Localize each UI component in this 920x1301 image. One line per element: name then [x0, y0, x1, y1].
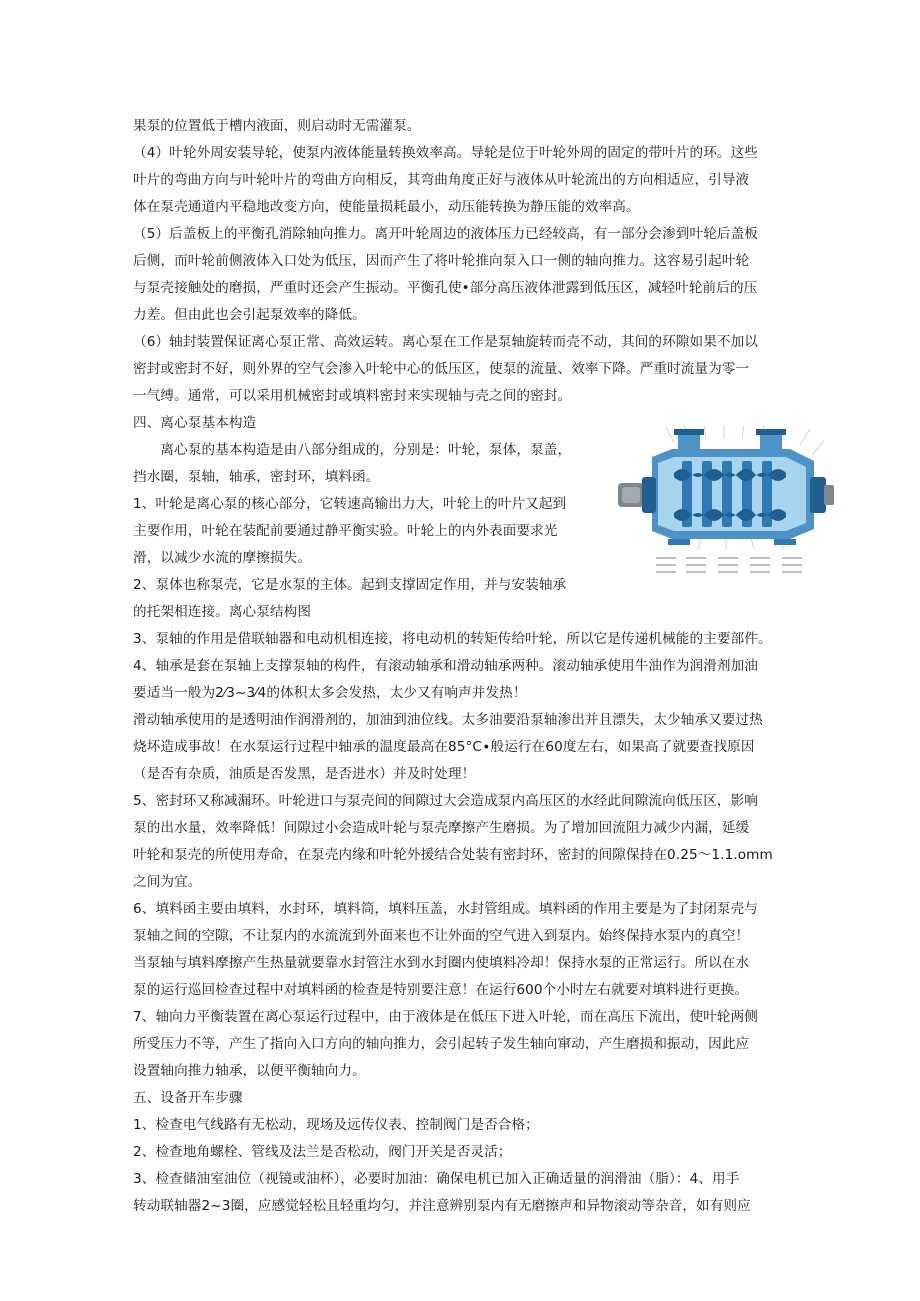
text-line: 主要作用，叶轮在装配前要通过静平衡实验。叶轮上的内外表面要求光	[133, 523, 558, 539]
text-line: （4）叶轮外周安装导轮，使泵内液体能量转换效率高。导轮是位于叶轮外周的固定的带叶片的环。这些	[133, 145, 758, 161]
text-line: 2、检查地角螺栓、管线及法兰是否松动，阀门开关是否灵活；	[133, 1144, 512, 1160]
text-line: 后侧，而叶轮前侧液体入口处为低压，因而产生了将叶轮推向泵入口一侧的轴向推力。这容易引起叶轮	[133, 253, 750, 269]
text-line: 四、离心泵基本构造	[133, 415, 257, 431]
text-line: 5、密封环又称减漏环。叶轮进口与泵壳间的间隙过大会造成泵内高压区的水经此间隙流向低压区，影响	[133, 793, 758, 809]
text-line: （5）后盖板上的平衡孔消除轴向推力。离开叶轮周边的液体压力已经较高，有一部分会渗到叶轮后盖板	[133, 226, 758, 242]
text-line: 挡水圈，泵轴，轴承，密封环，填料函。	[133, 469, 380, 485]
text-line: 6、填料函主要由填料，水封环，填料筒，填料压盖，水封管组成。填料函的作用主要是为了封闭泵壳与	[133, 901, 758, 917]
text-line: 4、轴承是套在泵轴上支撑泵轴的构件，有滚动轴承和滑动轴承两种。滚动轴承使用牛油作为润滑剂加油	[133, 658, 758, 674]
text-line: 所受压力不等，产生了指向入口方向的轴向推力，会引起转子发生轴向窜动，产生磨损和振动，因此应	[133, 1036, 750, 1052]
text-line: 3、检查储油室油位（视镜或油杯），必要时加油：确保电机已加入正确适量的润滑油（脂）：4、用手	[133, 1171, 740, 1187]
text-line: （6）轴封装置保证离心泵正常、高效运转。离心泵在工作是泵轴旋转而壳不动，其间的环隙如果不加以	[133, 334, 758, 350]
text-line: 密封或密封不好，则外界的空气会渗入叶轮中心的低压区，使泵的流量、效率下降。严重时流量为零一	[133, 361, 750, 377]
text-line: 要适当一般为2⁄3~3⁄4的体积太多会发热，太少又有响声并发热！	[133, 685, 527, 701]
text-line: 7、轴向力平衡装置在离心泵运行过程中，由于液体是在低压下进入叶轮，而在高压下流出，使叶轮两侧	[133, 1009, 758, 1025]
text-line: 泵轴之间的空隙，不让泵内的水流流到外面来也不让外面的空气进入到泵内。始终保持水泵内的真空！	[133, 928, 750, 944]
text-line: 滑，以减少水流的摩擦损失。	[133, 550, 312, 566]
text-line: 果泵的位置低于槽内液面，则启动时无需灌泵。	[133, 118, 421, 134]
text-line: 叶轮和泵壳的所使用寿命，在泵壳内缘和叶轮外援结合处装有密封环，密封的间隙保持在0.25～1.1.omm	[133, 847, 773, 863]
text-line: 离心泵的基本构造是由八部分组成的，分别是：叶轮，泵体，泵盖，	[133, 442, 572, 458]
text-line: 五、设备开车步骤	[133, 1090, 243, 1106]
text-line: 体在泵壳通道内平稳地改变方向，使能量损耗最小，动压能转换为静压能的效率高。	[133, 199, 640, 215]
text-line: 泵的运行巡回检查过程中对填料函的检查是特别要注意！在运行600个小时左右就要对填料进行更换。	[133, 982, 749, 998]
text-line: 滑动轴承使用的是透明油作润滑剂的，加油到油位线。太多油要沿泵轴渗出并且漂失，太少轴承又要过热	[133, 712, 763, 728]
text-line: 之间为宜。	[133, 874, 202, 890]
text-line: 叶片的弯曲方向与叶轮叶片的弯曲方向相反，其弯曲角度正好与液体从叶轮流出的方向相适应，引导液	[133, 172, 750, 188]
text-line: 的托架相连接。离心泵结构图	[133, 604, 312, 620]
text-line: 1、检查电气线路有无松动，现场及远传仪表、控制阀门是否合格；	[133, 1117, 539, 1133]
text-line: 2、泵体也称泵壳，它是水泵的主体。起到支撑固定作用，并与安装轴承	[133, 577, 567, 593]
text-line: 力差。但由此也会引起泵效率的降低。	[133, 307, 366, 323]
text-line: 转动联轴器2~3圈，应感觉轻松且轻重均匀，并注意辨别泵内有无磨擦声和异物滚动等杂音，如有则应	[133, 1198, 751, 1214]
text-line: 一气缚。通常，可以采用机械密封或填料密封来实现轴与壳之间的密封。	[133, 388, 572, 404]
text-line: 烧坏造成事故！在水泵运行过程中轴承的温度最高在85°C∙般运行在60度左右，如果高了就要查找原因	[133, 739, 755, 755]
text-line: 设置轴向推力轴承，以便平衡轴向力。	[133, 1063, 366, 1079]
text-line: 1、叶轮是离心泵的核心部分，它转速高输出力大，叶轮上的叶片又起到	[133, 496, 567, 512]
text-line: 与泵壳接触处的磨损，严重时还会产生振动。平衡孔使•部分高压液体泄露到低压区，减轻叶轮前后的压	[133, 280, 758, 296]
text-line: 3、泵轴的作用是借联轴器和电动机相连接，将电动机的转矩传给叶轮，所以它是传递机械能的主要部件。	[133, 631, 772, 647]
text-line: 当泵轴与填料摩擦产生热量就要靠水封管注水到水封圈内使填料冷却！保持水泵的正常运行。所以在水	[133, 955, 750, 971]
pump-structure-figure	[614, 421, 838, 587]
text-line: 泵的出水量，效率降低！间隙过小会造成叶轮与泵壳摩擦产生磨损。为了增加回流阻力减少内漏，延缓	[133, 820, 750, 836]
text-line: （是否有杂质，油质是否发黑，是否进水）并及时处理！	[133, 766, 476, 782]
